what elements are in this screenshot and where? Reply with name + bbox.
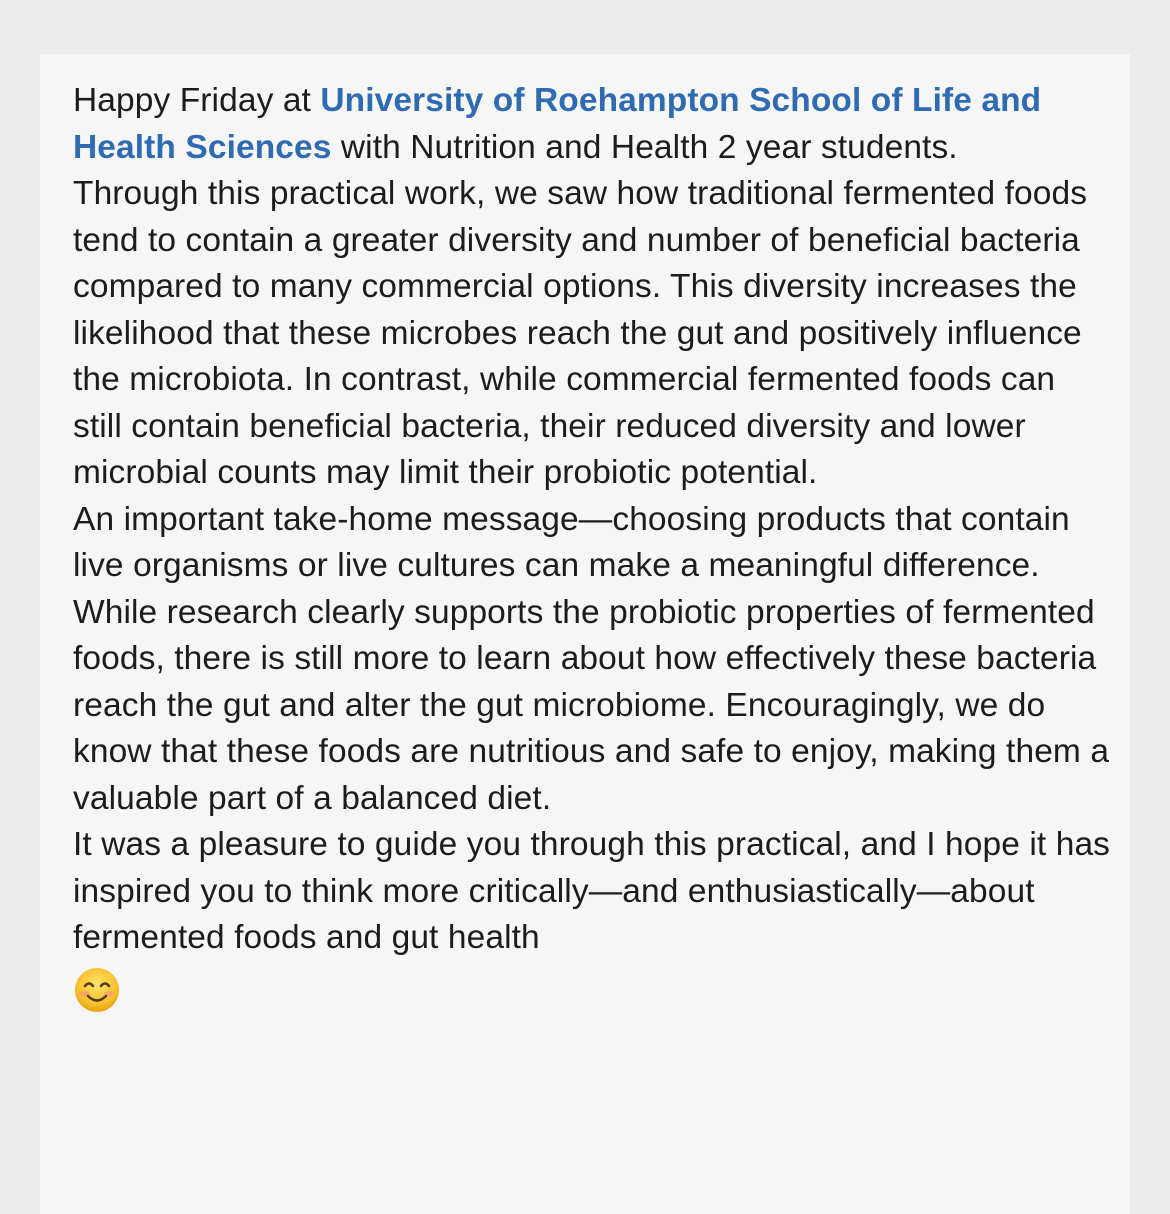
post-paragraph-3: It was a pleasure to guide you through this practical, and I hope it has inspired you to think more critically—and enthusiastically—about fermented foods and gut health bbox=[73, 826, 1111, 956]
intro-suffix: with Nutrition and Health 2 year students. bbox=[331, 128, 958, 166]
smiling-face-emoji-icon bbox=[73, 966, 121, 1014]
post-paragraph-1: Through this practical work, we saw how traditional fermented foods tend to contain a greater diversity and number of beneficial bacteria compared to many commercial options. This diversity increases the likelihood that these microbes reach the gut and positively influence the microbiota. In contrast, while commercial fermented foods can still contain beneficial bacteria, their reduced diversity and lower microbial counts may limit their probiotic potential. bbox=[73, 175, 1088, 491]
post-body bbox=[73, 78, 1113, 1027]
post-paragraph-2: An important take-home message—choosing products that contain live organisms or live cultures can make a meaningful difference. While research clearly supports the probiotic properties of fermented foods, there is still more to learn about how effectively these bacteria reach the gut and alter the gut microbiome. Encouragingly, we do know that these foods are nutritious and safe to enjoy, making them a valuable part of a balanced diet. bbox=[73, 500, 1110, 817]
intro-prefix: Happy Friday at bbox=[73, 82, 321, 119]
mention-link[interactable]: University of Roehampton School of Life and Health Sciences bbox=[73, 82, 1042, 166]
post-intro bbox=[73, 78, 1113, 171]
post-card bbox=[40, 54, 1130, 1214]
